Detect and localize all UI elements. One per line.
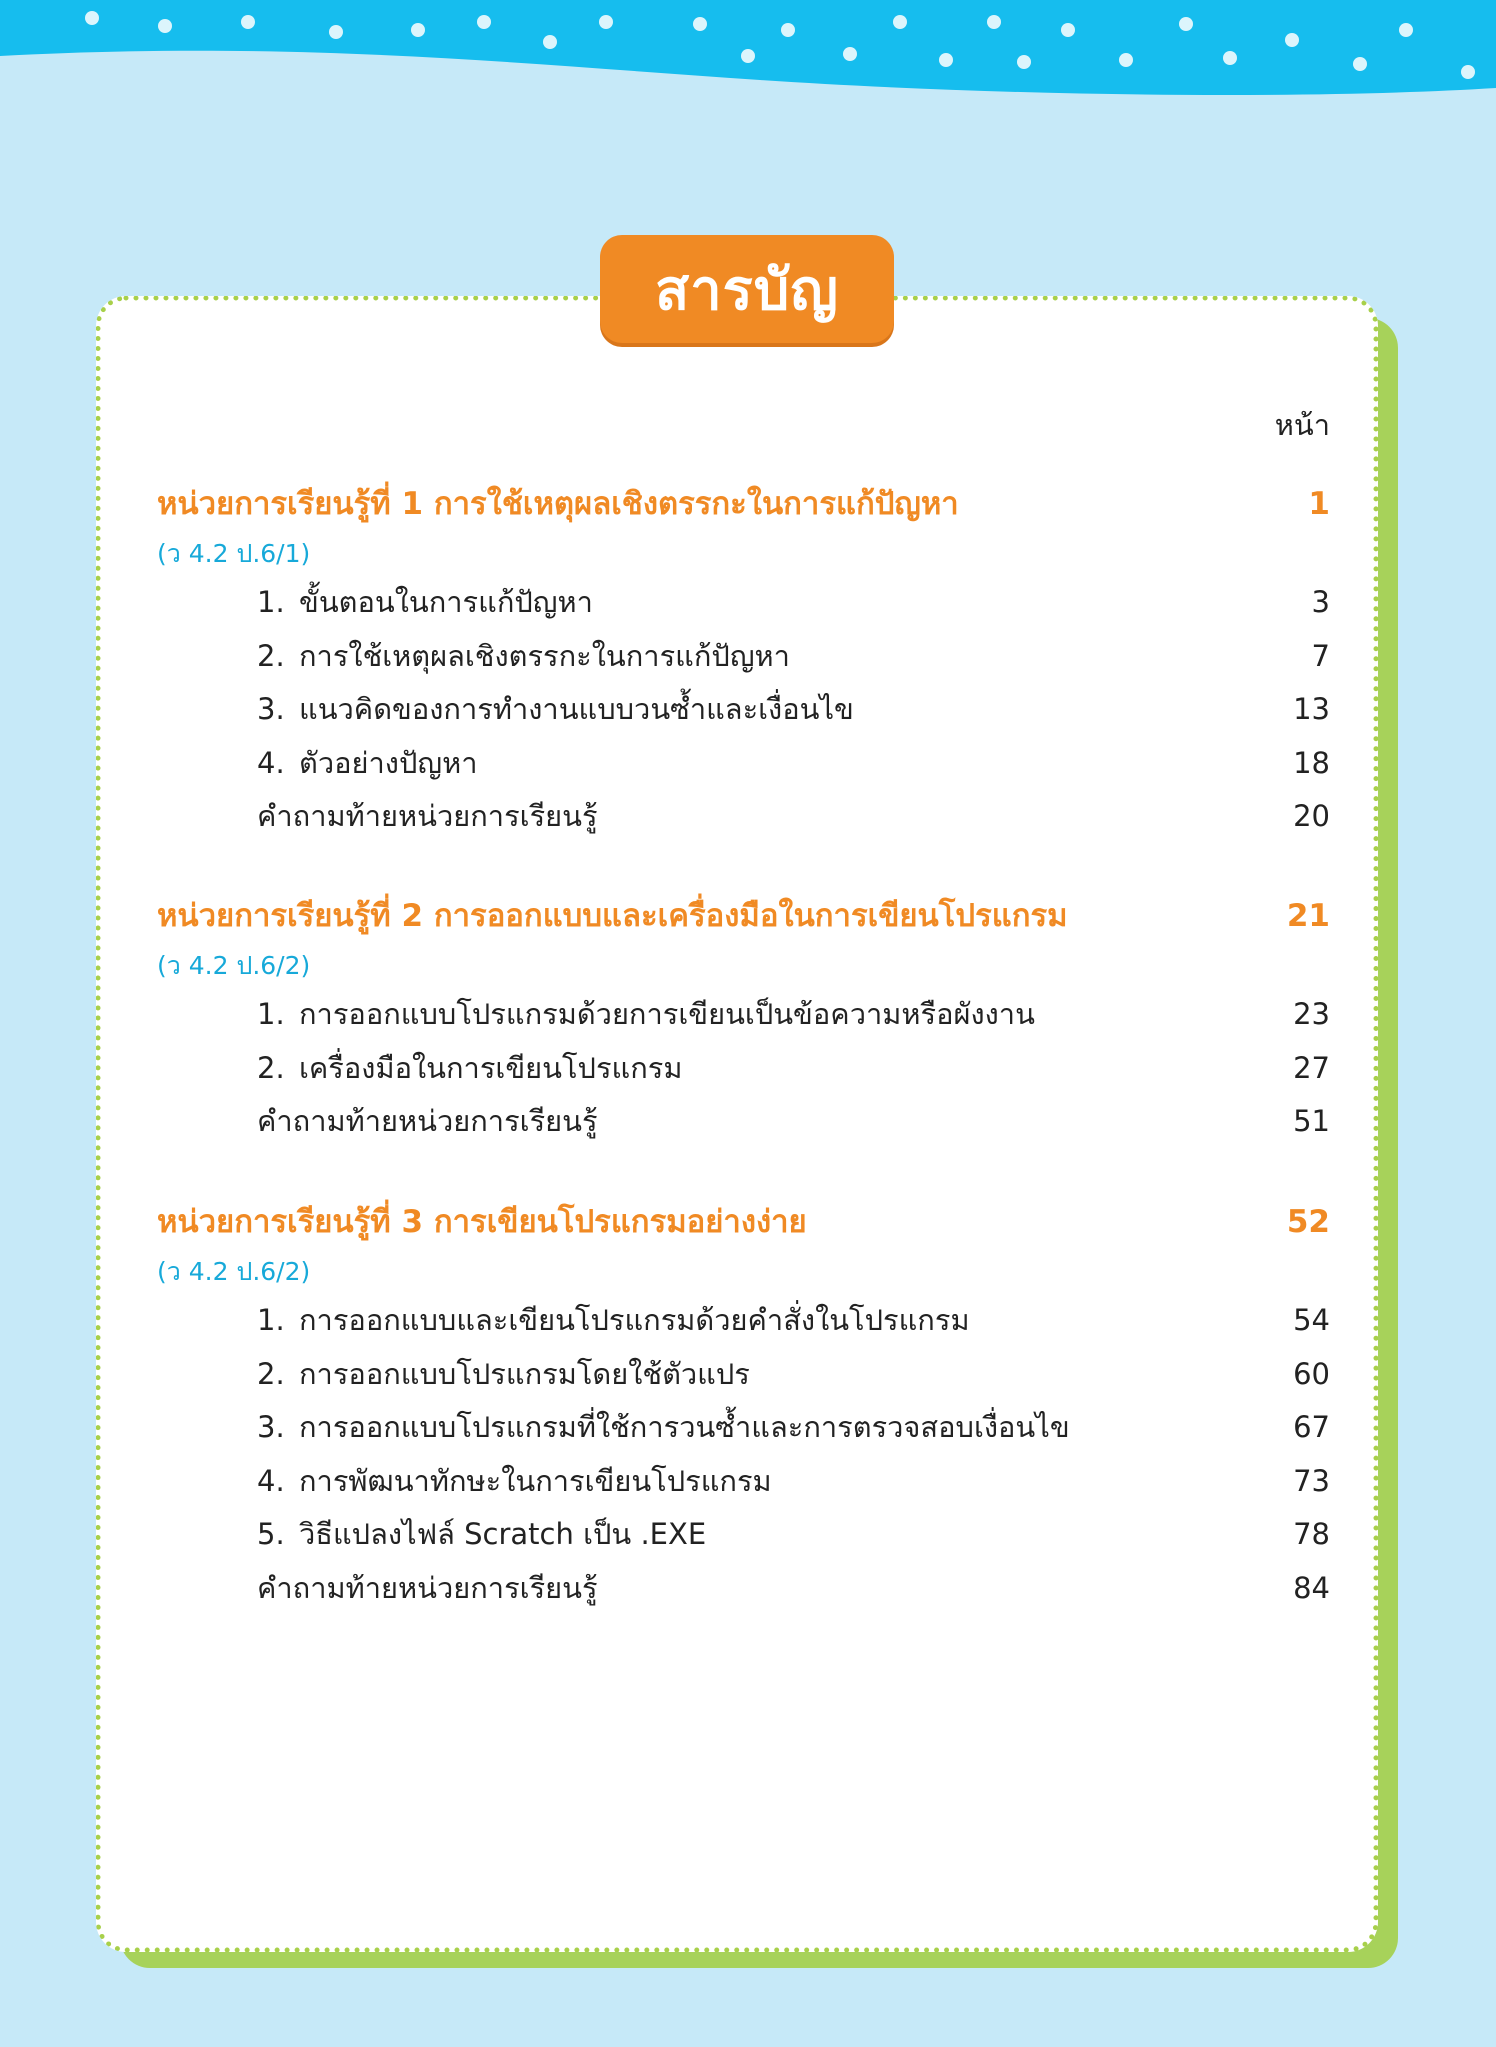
toc-item[interactable] [157,1042,1330,1096]
unit-2 [157,890,1330,1149]
item-label: ขั้นตอนในการแก้ปัญหา [299,585,593,619]
review-page: 20 [1293,799,1330,833]
toc-item[interactable] [157,576,1330,630]
item-number: 2. [257,1356,285,1391]
item-label: การออกแบบโปรแกรมที่ใช้การวนซ้ำและการตรวจสอบเงื่อนไข [299,1410,1070,1444]
unit-heading-page: 52 [1286,1204,1330,1240]
item-number: 5. [257,1517,285,1551]
item-number: 1. [257,997,285,1031]
unit-heading-page: 1 [1308,486,1330,522]
item-number: 4. [257,1463,285,1498]
item-page: 7 [1311,638,1330,673]
item-label: การออกแบบโปรแกรมด้วยการเขียนเป็นข้อความหรือผังงาน [299,997,1035,1031]
item-page: 18 [1293,745,1330,780]
toc-review-item[interactable] [157,1562,1330,1616]
toc-item[interactable] [157,1401,1330,1455]
item-number: 4. [257,745,285,780]
toc-item[interactable] [157,630,1330,684]
item-number: 1. [257,585,285,619]
toc-item[interactable] [157,1348,1330,1402]
review-label: คำถามท้ายหน่วยการเรียนรู้ [257,1570,598,1605]
item-label: เครื่องมือในการเขียนโปรแกรม [299,1050,683,1085]
page-column-header: หน้า [1274,408,1330,442]
unit-heading[interactable] [157,1196,1330,1244]
item-page: 23 [1293,997,1330,1031]
item-page: 60 [1293,1356,1330,1391]
unit-heading-label: หน่วยการเรียนรู้ที่ 2 การออกแบบและเครื่องมือในการเขียนโปรแกรม [157,898,1068,934]
review-page: 51 [1293,1104,1330,1138]
item-page: 67 [1293,1410,1330,1444]
unit-heading[interactable] [157,478,1330,526]
unit-1 [157,478,1330,844]
item-page: 54 [1293,1303,1330,1337]
toc-item[interactable] [157,1294,1330,1348]
item-number: 2. [257,638,285,673]
item-page: 13 [1293,692,1330,726]
review-page: 84 [1293,1570,1330,1605]
item-number: 2. [257,1050,285,1085]
item-page: 3 [1311,585,1330,619]
toc-item[interactable] [157,1455,1330,1509]
toc-item[interactable] [157,1508,1330,1562]
unit-standard: (ว 4.2 ป.6/2) [157,951,311,980]
unit-3 [157,1196,1330,1615]
unit-standard: (ว 4.2 ป.6/2) [157,1257,311,1286]
unit-heading[interactable] [157,890,1330,938]
item-label: การพัฒนาทักษะในการเขียนโปรแกรม [299,1463,772,1498]
item-label: การออกแบบและเขียนโปรแกรมด้วยคำสั่งในโปรแกรม [299,1303,970,1337]
toc-item[interactable] [157,683,1330,737]
item-label: ตัวอย่างปัญหา [299,745,478,780]
page-title: สารบัญ [655,257,839,323]
item-label: การใช้เหตุผลเชิงตรรกะในการแก้ปัญหา [299,638,790,673]
review-label: คำถามท้ายหน่วยการเรียนรู้ [257,799,598,833]
unit-heading-page: 21 [1286,898,1330,934]
item-label: แนวคิดของการทำงานแบบวนซ้ำและเงื่อนไข [299,692,854,726]
item-number: 3. [257,1410,285,1444]
item-page: 73 [1293,1463,1330,1498]
item-page: 27 [1293,1050,1330,1085]
item-label: วิธีแปลงไฟล์ Scratch เป็น .EXE [299,1517,707,1551]
review-label: คำถามท้ายหน่วยการเรียนรู้ [257,1104,598,1138]
toc-review-item[interactable] [157,790,1330,844]
toc-item[interactable] [157,988,1330,1042]
item-label: การออกแบบโปรแกรมโดยใช้ตัวแปร [299,1356,750,1391]
unit-standard: (ว 4.2 ป.6/1) [157,539,311,568]
unit-heading-label: หน่วยการเรียนรู้ที่ 3 การเขียนโปรแกรมอย่างง่าย [157,1204,807,1240]
unit-heading-label: หน่วยการเรียนรู้ที่ 1 การใช้เหตุผลเชิงตรรกะในการแก้ปัญหา [157,486,959,522]
item-number: 1. [257,1303,285,1337]
item-number: 3. [257,692,285,726]
toc-review-item[interactable] [157,1095,1330,1149]
toc-item[interactable] [157,737,1330,791]
title-badge [600,235,894,343]
item-page: 78 [1293,1517,1330,1551]
